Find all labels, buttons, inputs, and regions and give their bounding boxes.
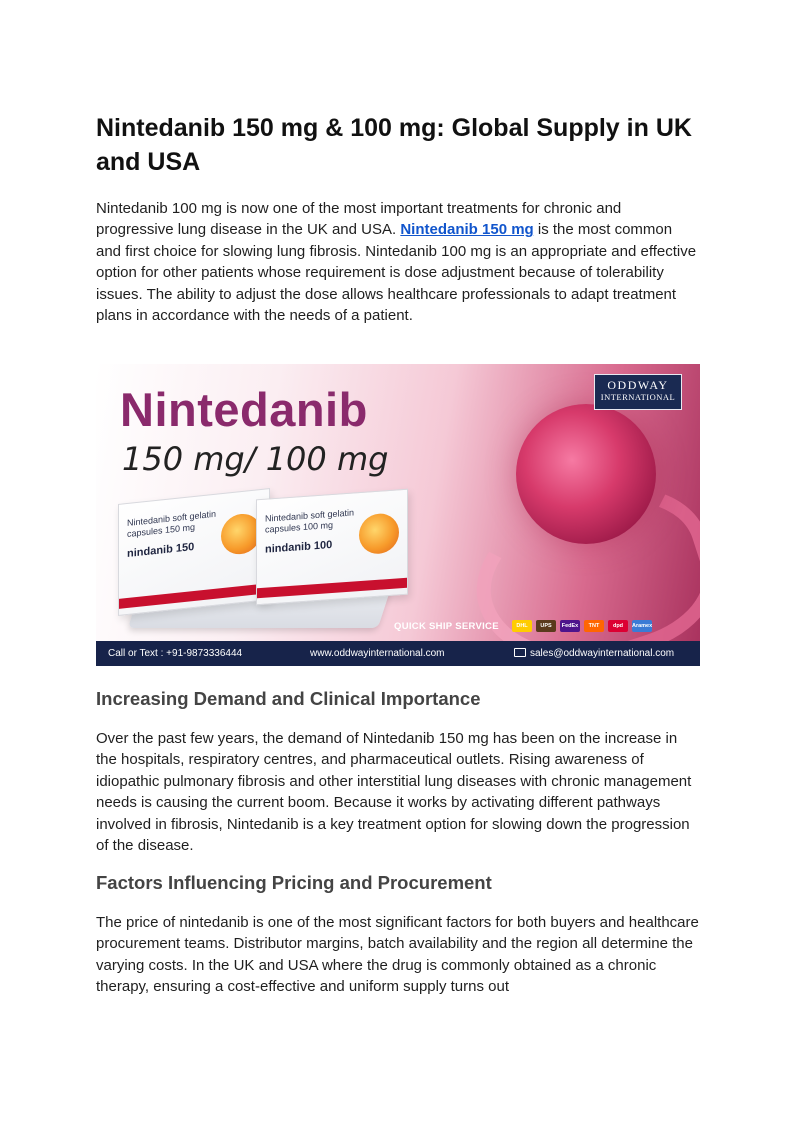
contact-bar <box>96 641 700 666</box>
section-paragraph-pricing: The price of nintedanib is one of the most significant factors for both buyers and healthcare procurement teams. Distributor margins, batch availability and the region all determine the varying costs. In the UK and USA where the drug is commonly obtained as a chronic therapy, ensuring a cost-effective and uniform supply turns out <box>96 914 699 996</box>
intro-text-after-link: is the most common and first choice for slowing lung fibrosis. Nintedanib 100 mg is an appropriate and effective option for other patients whose requirement is dose adjustment because of tolerability issues. The ability to adjust the dose allows healthcare professionals to adapt treatment plans in accordance with the needs of a patient. <box>96 221 697 325</box>
section-heading-demand: Increasing Demand and Clinical Importance <box>96 688 481 709</box>
carrier-logo-dpd: dpd <box>608 620 628 632</box>
banner-dosage: 150 mg/ 100 mg <box>122 440 389 478</box>
medicine-box-150 <box>118 488 270 616</box>
carrier-logos <box>512 620 652 632</box>
carrier-logo-aramex: Aramex <box>632 620 652 632</box>
logo-subtitle: INTERNATIONAL <box>600 392 676 402</box>
intro-paragraph <box>96 198 700 326</box>
section-paragraph-demand: Over the past few years, the demand of Nintedanib 150 mg has been on the increase in the hospitals, respiratory centres, and pharmaceutical outlets. Rising awareness of idiopathic pulmonary fibrosis and other interstitial lung diseases with chronic management needs is causing the current boom. Because it works by activating different pathways involved in fibrosis, Nintedanib is a key treatment option for slowing down the progression of the disease. <box>96 730 692 855</box>
product-banner-image <box>96 364 700 666</box>
call-text: Call or Text : +91-9873336444 <box>108 648 243 659</box>
banner-headline: Nintedanib <box>120 383 368 436</box>
box-150-emblem-icon <box>221 512 261 556</box>
medicine-box-100 <box>256 489 408 606</box>
page-title: Nintedanib 150 mg & 100 mg: Global Supply in UK and USA <box>96 114 692 176</box>
website-text: www.oddwayinternational.com <box>310 648 445 659</box>
logo-name: ODDWAY <box>607 378 669 392</box>
box-100-brand: nindanib 100 <box>265 538 333 556</box>
mail-icon <box>514 648 526 657</box>
intro-text-before-link: Nintedanib 100 mg is now one of the most important treatments for chronic and progressive lung disease in the UK and USA. <box>96 200 622 239</box>
box-100-emblem-icon <box>359 512 399 555</box>
section-heading-pricing: Factors Influencing Pricing and Procurement <box>96 872 492 893</box>
carrier-logo-tnt: TNT <box>584 620 604 632</box>
carrier-logo-fedex: FedEx <box>560 620 580 632</box>
quick-ship-label: QUICK SHIP SERVICE <box>394 621 499 632</box>
nintedanib-150-link[interactable]: Nintedanib 150 mg <box>400 221 534 239</box>
box-150-brand: nindanib 150 <box>127 540 195 561</box>
box-100-text: Nintedanib soft gelatin capsules 100 mg <box>265 507 355 535</box>
email-text: sales@oddwayinternational.com <box>530 648 675 659</box>
carrier-logo-dhl: DHL <box>512 620 532 632</box>
email-text-wrapper <box>514 648 674 659</box>
box-150-text: Nintedanib soft gelatin capsules 150 mg <box>127 508 217 540</box>
flower-graphic <box>516 404 656 544</box>
box-100-stripe <box>257 578 407 598</box>
oddway-logo <box>594 374 682 410</box>
carrier-logo-ups: UPS <box>536 620 556 632</box>
